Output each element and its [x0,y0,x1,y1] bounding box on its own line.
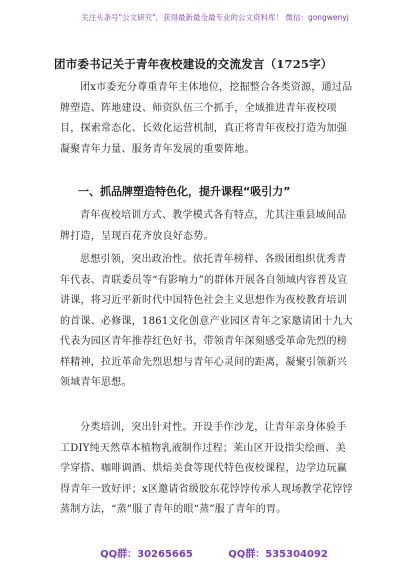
section-heading: 一、抓品牌塑造特色化，提升课程“吸引力” [78,185,291,198]
qq-group-1: QQ群：30265665 [100,549,193,560]
paragraph-categorized-training: 分类培训，突出针对性。开设手作沙龙，让青年亲身体验手工DIY纯天然草本植物乳液制作过程；莱山区开设指尖绘画、美学穿搭、咖啡调酒、烘焙美食等现代特色夜校课程，边学边玩赢得青年一致好评；x区邀请省级胶东花饽饽传承人现场教学花饽饽蒸制方法，“蒸”服了青年的眼“蒸”服了青年的胃。 [60,422,353,515]
paragraph-branding: 青年夜校培训方式、教学模式各有特点，尤其注重县域间品牌打造，呈现百花齐放良好态势。 [60,210,347,242]
qq-group-2: QQ群：535304092 [228,549,328,560]
paragraph-ideological-guidance: 思想引领，突出政治性。依托青年榜样、各级团组织优秀青年代表、青联委员等“有影响力”的群体开展各自领域内容普及宣讲课，将习近平新时代中国特色社会主义思想作为夜校教育培训的首课、必修课，1861文化创意产业园区青年之家邀请团十九大代表为园区青年推荐红色好书，带领青年深刻感受革命先烈的榜样精神，拉近革命先烈思想与青年心灵间的距离，凝聚引领新兴领域青年思想。 [60,254,353,388]
header-banner: 关注头条号"公文研究"，获得最新最全最专业的公文资料库！ 微信：gongwenyj [81,13,349,22]
document-title: 团市委书记关于青年夜校建设的交流发言（1725字） [54,57,333,71]
intro-paragraph: 团x市委充分尊重青年主体地位，挖掘整合各类资源，通过品牌塑造、阵地建设、师资队伍三个抓手，全域推进青年夜校项目，探索常态化、长效化运营机制，真正将青年夜校打造为加强凝聚青年力量、服务青年发展的重要阵地。 [60,82,353,155]
footer-contact [0,545,408,560]
